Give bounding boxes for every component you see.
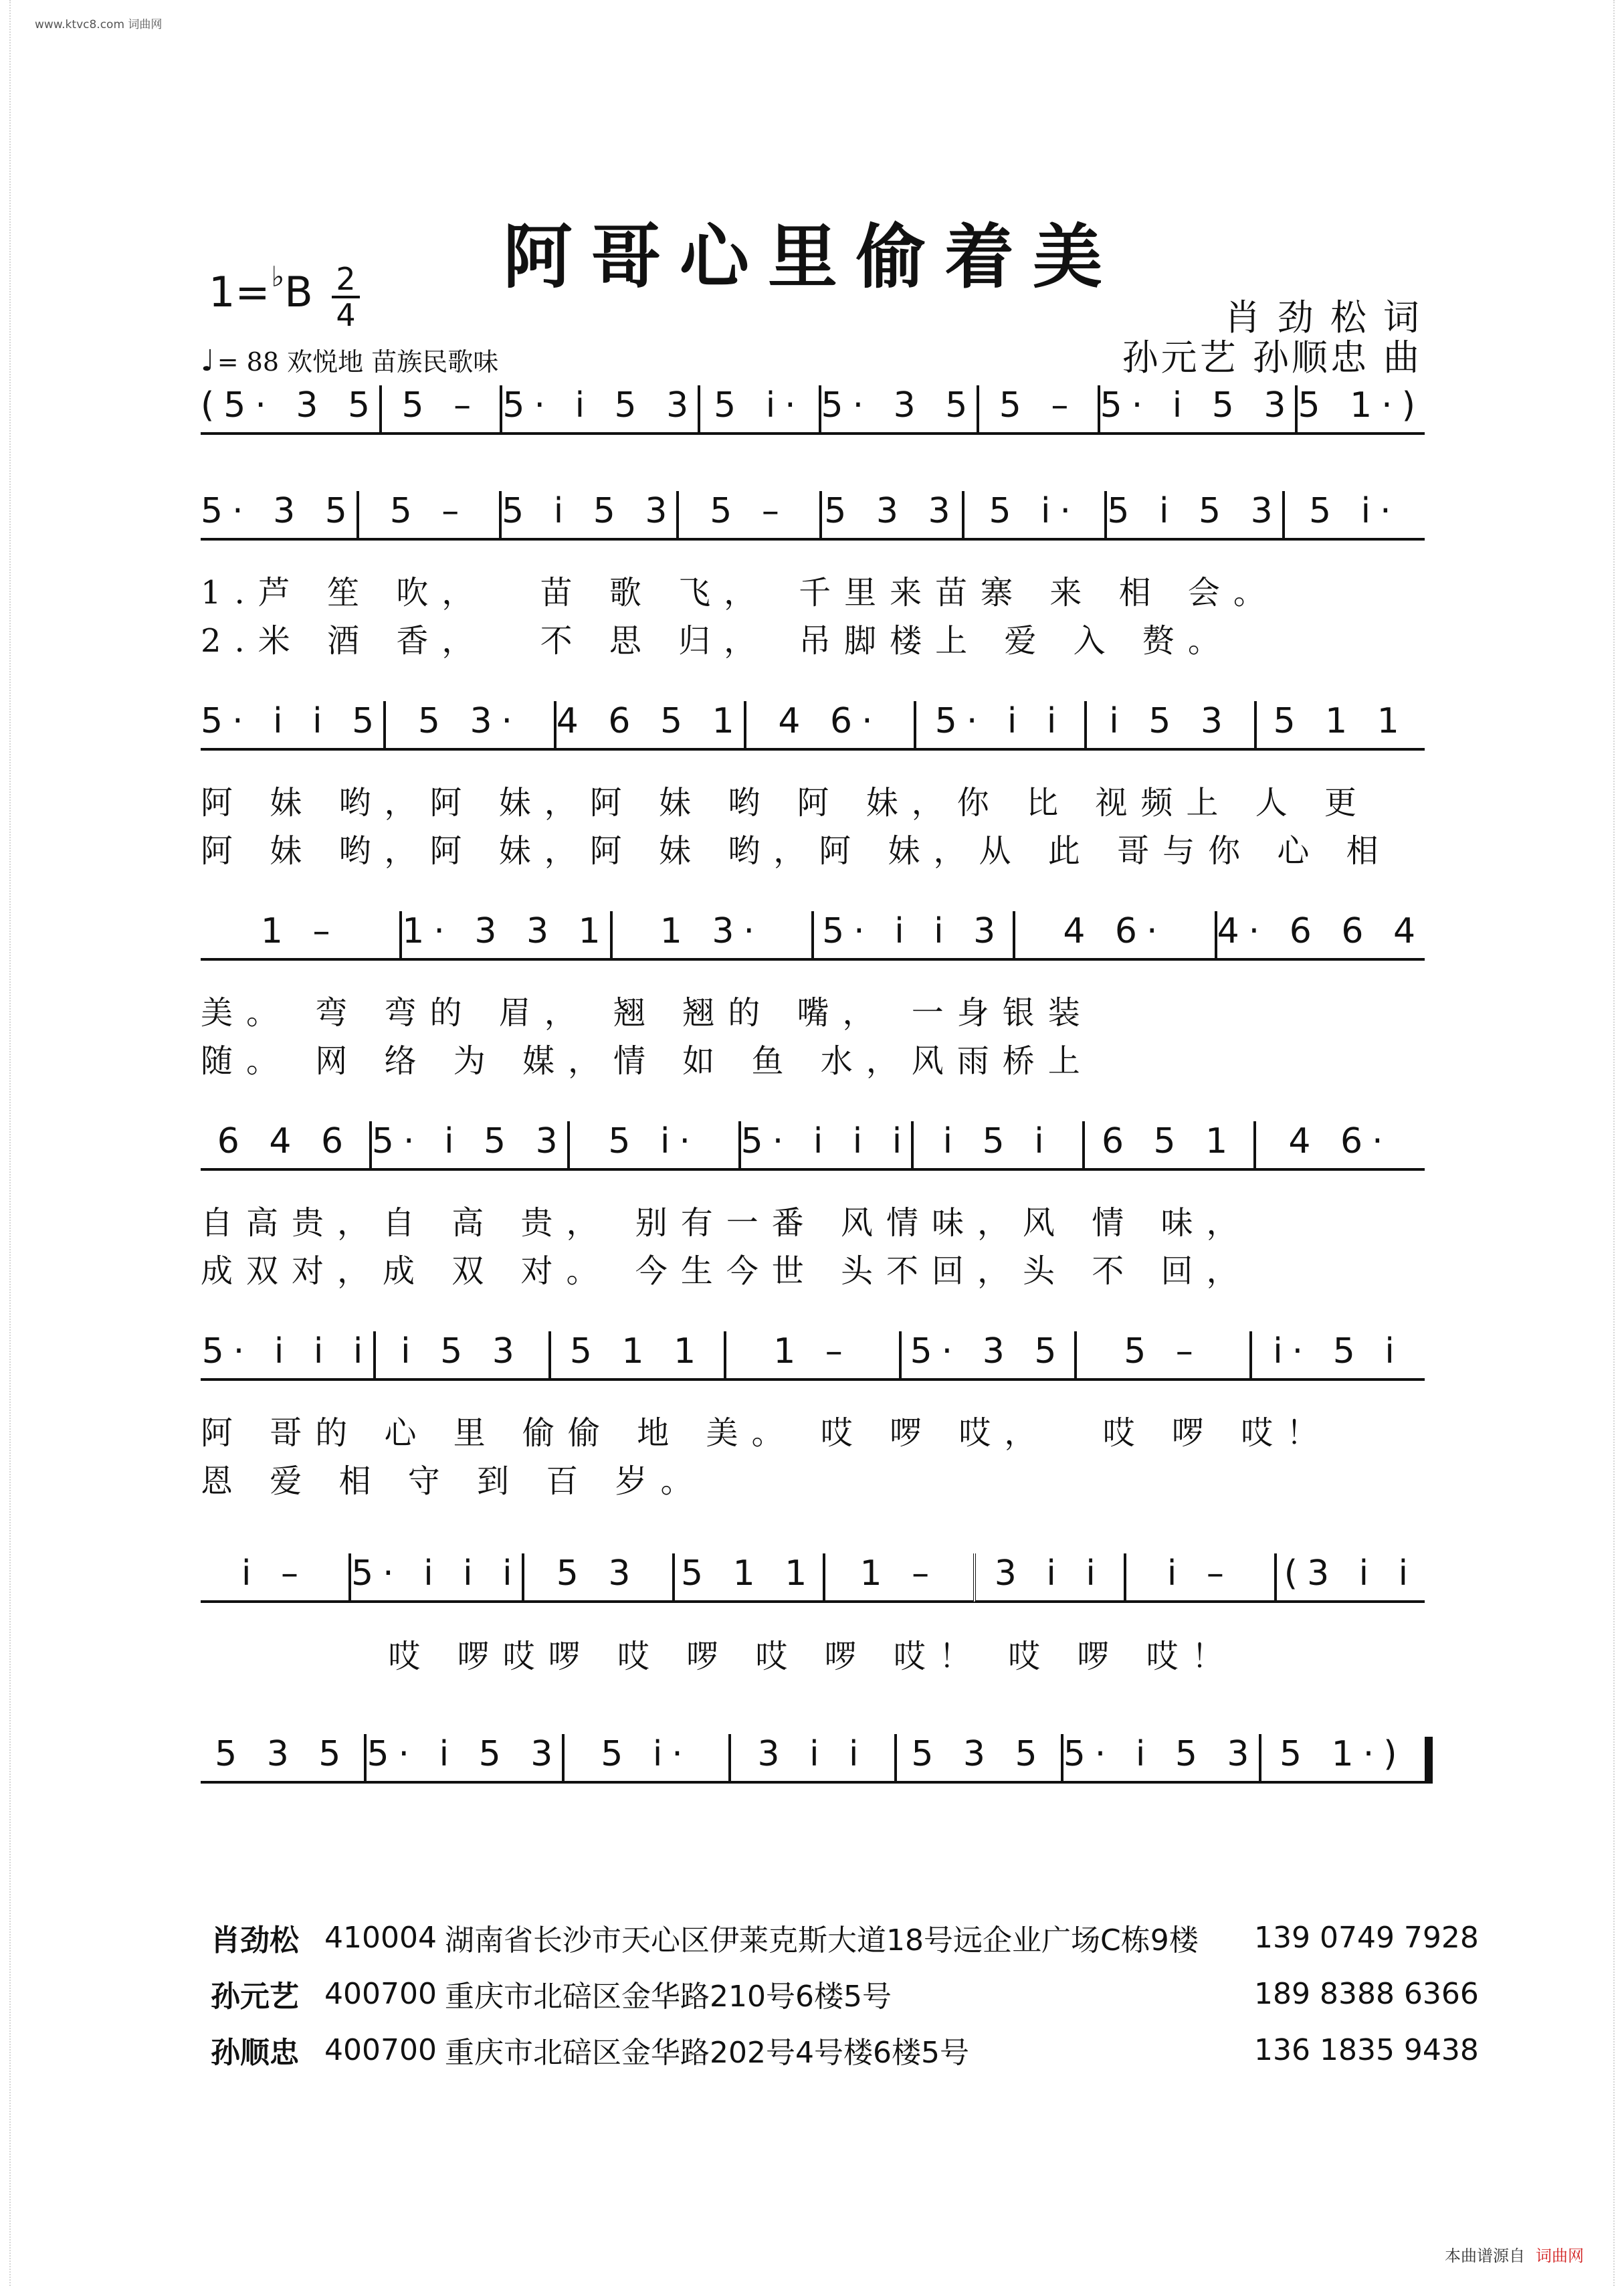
measure: 5 1 1	[1254, 701, 1425, 751]
measure: 5 –	[357, 491, 499, 541]
measure: 5· i 5 3	[500, 385, 698, 435]
contact-phone: 136 1835 9438	[1254, 2032, 1479, 2067]
lyric-verse-1: 1.芦 笙 吹， 苗 歌 飞， 千里来苗寨 来 相 会。	[201, 574, 1279, 611]
measure: i· 5 i	[1249, 1331, 1425, 1381]
footer-prefix: 本曲谱源自	[1445, 2247, 1525, 2265]
lyric-ending: 哎 啰哎啰 哎 啰 哎 啰 哎！ 哎 啰 哎！	[388, 1638, 1237, 1675]
footer-site-link[interactable]: 词曲网	[1536, 2247, 1584, 2265]
measure: 5 3	[522, 1553, 672, 1603]
time-bottom: 4	[336, 297, 356, 333]
measure: 5 i 5 3	[499, 491, 676, 541]
measure: 5 i·	[567, 1121, 738, 1171]
measure: 5· 3 5	[201, 491, 357, 541]
left-dotted-margin	[0, 0, 11, 2286]
measure: 5· i i 3	[811, 911, 1013, 961]
score-system-7-notes	[201, 1553, 1425, 1603]
measure: 5 i 5 3	[1104, 491, 1282, 541]
score-system-5-notes	[201, 1121, 1425, 1171]
right-dotted-margin	[1613, 0, 1624, 2286]
measure: 5 3·	[383, 701, 554, 751]
measure: 5· i 5 3	[1061, 1734, 1259, 1784]
contact-address: 湖南省长沙市天心区伊莱克斯大道18号远企业广场C栋9楼	[445, 1923, 1199, 1958]
source-link[interactable]: www.ktvc8.com 词曲网	[35, 18, 163, 31]
lyric-verse-2: 成双对，成 双 对。 今生今世 头不回，头 不 回，	[201, 1252, 1252, 1290]
measure: 3 i i	[973, 1553, 1124, 1603]
measure: 5 i·	[962, 491, 1104, 541]
measure: 5 3 3	[819, 491, 962, 541]
lyric-verse-1: 美。 弯 弯的 眉， 翘 翘的 嘴， 一身银装	[201, 994, 1094, 1032]
contact-row	[211, 1909, 1479, 1966]
measure: 5 i·	[1282, 491, 1425, 541]
measure: i 5 i	[911, 1121, 1082, 1171]
lyricist-credit: 肖 劲 松 词	[1224, 296, 1422, 339]
measure: 1 –	[201, 911, 399, 961]
measure: 5 1 1	[672, 1553, 823, 1603]
measure: 5 –	[676, 491, 819, 541]
measure: 4 6·	[744, 701, 914, 751]
measure: 5· i i 5	[201, 701, 383, 751]
measure: i –	[1124, 1553, 1274, 1603]
contact-list	[211, 1909, 1479, 2078]
measure: 5· i i i	[738, 1121, 912, 1171]
measure: 4 6 5 1	[554, 701, 744, 751]
contact-zip: 410004	[324, 1920, 437, 1955]
contact-phone: 139 0749 7928	[1254, 1920, 1479, 1955]
measure: 5· i i i	[201, 1331, 373, 1381]
contact-zip: 400700	[324, 1976, 437, 2011]
measure: 5 –	[1074, 1331, 1249, 1381]
measure: i 5 3	[1084, 701, 1255, 751]
key-signature	[209, 260, 313, 316]
lyric-verse-1: 阿 哥的 心 里 偷偷 地 美。 哎 啰 哎， 哎 啰 哎！	[201, 1414, 1332, 1452]
measure: 5· 3 5	[899, 1331, 1074, 1381]
source-footer	[1445, 2243, 1584, 2266]
contact-name: 孙顺忠	[211, 2036, 299, 2070]
measure: 5· i 5 3	[1098, 385, 1296, 435]
contact-zip: 400700	[324, 2032, 437, 2067]
score-system-3-notes	[201, 701, 1425, 751]
key-note: B	[284, 268, 313, 316]
measure: i –	[201, 1553, 348, 1603]
measure: i 5 3	[373, 1331, 548, 1381]
measure: 1· 3 3 1	[399, 911, 609, 961]
score-system-8-notes	[201, 1734, 1433, 1784]
measure: 5· 3 5	[819, 385, 977, 435]
measure: 1 –	[724, 1331, 899, 1381]
measure: 5· i i	[914, 701, 1084, 751]
measure: 6 4 6	[201, 1121, 369, 1171]
lyric-verse-2: 随。 网 络 为 媒，情 如 鱼 水，风雨桥上	[201, 1042, 1094, 1080]
score-system-2-notes	[201, 491, 1425, 541]
time-top: 2	[336, 261, 356, 297]
song-title: 阿哥心里偷着美	[502, 215, 1121, 298]
tempo-marking	[201, 341, 498, 378]
measure: 4· 6 6 4	[1215, 911, 1425, 961]
measure: 5 1·)	[1259, 1734, 1425, 1784]
contact-row	[211, 2022, 1479, 2078]
composer-credit: 孙元艺 孙顺忠 曲	[1122, 337, 1422, 379]
measure: 5 3 5	[201, 1734, 364, 1784]
flat-sign: ♭	[271, 260, 285, 293]
score-system-1-notes	[201, 385, 1425, 435]
lyric-verse-1: 自高贵，自 高 贵， 别有一番 风情味，风 情 味，	[201, 1204, 1252, 1242]
measure: 5· i 5 3	[369, 1121, 567, 1171]
measure: 4 6·	[1253, 1121, 1425, 1171]
contact-row	[211, 1966, 1479, 2022]
contact-phone: 189 8388 6366	[1254, 1976, 1479, 2011]
measure: 5 1·)	[1295, 385, 1425, 435]
contact-name: 孙元艺	[211, 1980, 299, 2014]
measure: 1 –	[823, 1553, 973, 1603]
lyric-verse-2: 阿 妹 哟，阿 妹，阿 妹 哟，阿 妹，从 此 哥与你 心 相	[201, 832, 1392, 870]
measure: 5· i i i	[348, 1553, 522, 1603]
time-signature	[329, 262, 363, 332]
quarter-note-icon: ♩	[201, 344, 215, 378]
measure: 3 i i	[728, 1734, 894, 1784]
measure: 5 i·	[562, 1734, 728, 1784]
measure: 1 3·	[610, 911, 811, 961]
measure: 5 –	[379, 385, 500, 435]
score-system-6-notes	[201, 1331, 1425, 1381]
lyric-verse-2: 2.米 酒 香， 不 思 归， 吊脚楼上 爱 入 赘。	[201, 622, 1233, 660]
measure: 5 1 1	[548, 1331, 724, 1381]
contact-name: 肖劲松	[211, 1923, 299, 1958]
measure: (3 i i	[1274, 1553, 1425, 1603]
tempo-text: = 88 欢悦地 苗族民歌味	[217, 347, 499, 377]
key-prefix: 1=	[209, 268, 270, 316]
measure: 5· i 5 3	[364, 1734, 562, 1784]
measure: 5 3 5	[894, 1734, 1060, 1784]
measure: 6 5 1	[1082, 1121, 1253, 1171]
measure: (5· 3 5	[201, 385, 379, 435]
contact-address: 重庆市北碚区金华路210号6楼5号	[445, 1980, 892, 2014]
lyric-verse-2: 恩 爱 相 守 到 百 岁。	[201, 1462, 706, 1500]
contact-address: 重庆市北碚区金华路202号4号楼6楼5号	[445, 2036, 969, 2070]
measure: 5 i·	[698, 385, 818, 435]
score-system-4-notes	[201, 911, 1425, 961]
measure: 5 –	[977, 385, 1097, 435]
lyric-verse-1: 阿 妹 哟，阿 妹，阿 妹 哟 阿 妹，你 比 视频上 人 更	[201, 784, 1370, 822]
measure: 4 6·	[1013, 911, 1214, 961]
